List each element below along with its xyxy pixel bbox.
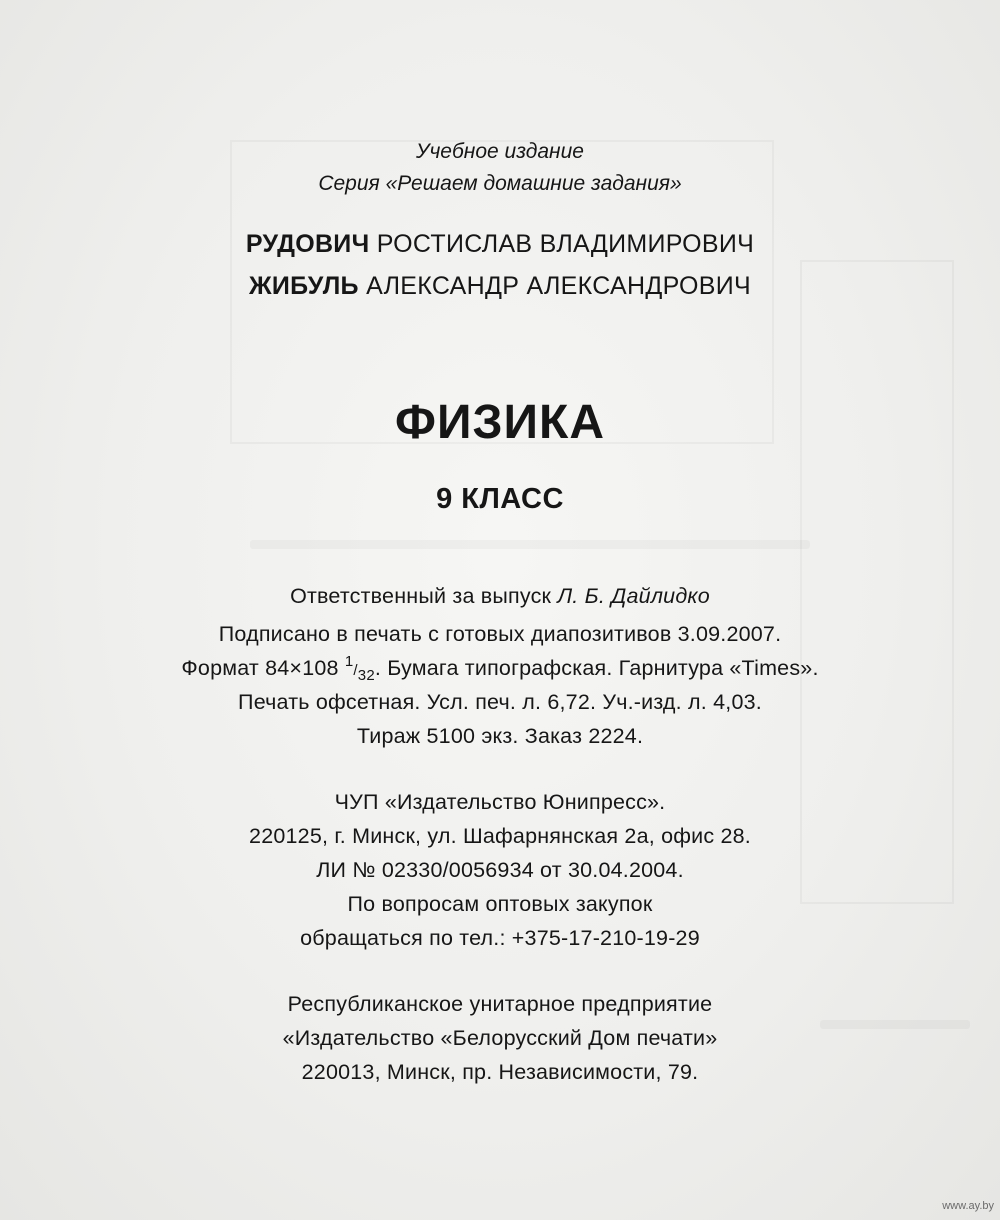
- printer-line-3: 220013, Минск, пр. Независимости, 79.: [301, 1060, 699, 1084]
- wholesale-line-2: обращаться по тел.: +375-17-210-19-29: [300, 926, 700, 950]
- author-2: [0, 272, 1000, 301]
- responsible-name: Л. Б. Дайлидко: [557, 584, 710, 608]
- format-den: 32: [357, 667, 375, 684]
- format-prefix: Формат 84×108: [181, 656, 339, 680]
- publisher-license: ЛИ № 02330/0056934 от 30.04.2004.: [316, 858, 684, 882]
- format-suffix: . Бумага типографская. Гарнитура «Times».: [374, 656, 819, 680]
- responsible-label: Ответственный за выпуск: [290, 584, 552, 608]
- publisher-address: 220125, г. Минск, ул. Шафарнянская 2а, офис 28.: [249, 824, 751, 848]
- author-2-surname: ЖИБУЛЬ: [249, 272, 359, 300]
- format-slash: /: [353, 662, 358, 679]
- printing-line: Печать офсетная. Усл. печ. л. 6,72. Уч.-изд. л. 4,03.: [238, 690, 762, 714]
- printer-line-2: «Издательство «Белорусский Дом печати»: [282, 1026, 718, 1050]
- grade: 9 КЛАСС: [436, 483, 564, 515]
- watermark: www.ay.by: [942, 1200, 994, 1212]
- author-1-given: РОСТИСЛАВ ВЛАДИМИРОВИЧ: [376, 230, 755, 258]
- author-1-surname: РУДОВИЧ: [245, 230, 370, 258]
- publisher-name: ЧУП «Издательство Юнипресс».: [334, 790, 666, 814]
- wholesale-line-1: По вопросам оптовых закупок: [347, 892, 653, 916]
- show-through-line: [250, 540, 810, 549]
- edition-type: Учебное издание: [416, 140, 584, 163]
- format-fraction: [344, 653, 375, 684]
- author-2-given: АЛЕКСАНДР АЛЕКСАНДРОВИЧ: [366, 272, 751, 300]
- author-1: [0, 230, 1000, 259]
- circulation-line: Тираж 5100 экз. Заказ 2224.: [356, 724, 644, 748]
- format-num: 1: [344, 653, 354, 670]
- responsible-line: [0, 584, 1000, 609]
- printer-line-1: Республиканское унитарное предприятие: [287, 992, 713, 1016]
- format-line: [0, 653, 1000, 684]
- signed-line: Подписано в печать с готовых диапозитивов 3.09.2007.: [218, 622, 782, 646]
- series-line: Серия «Решаем домашние задания»: [318, 172, 682, 195]
- book-title: ФИЗИКА: [395, 396, 605, 449]
